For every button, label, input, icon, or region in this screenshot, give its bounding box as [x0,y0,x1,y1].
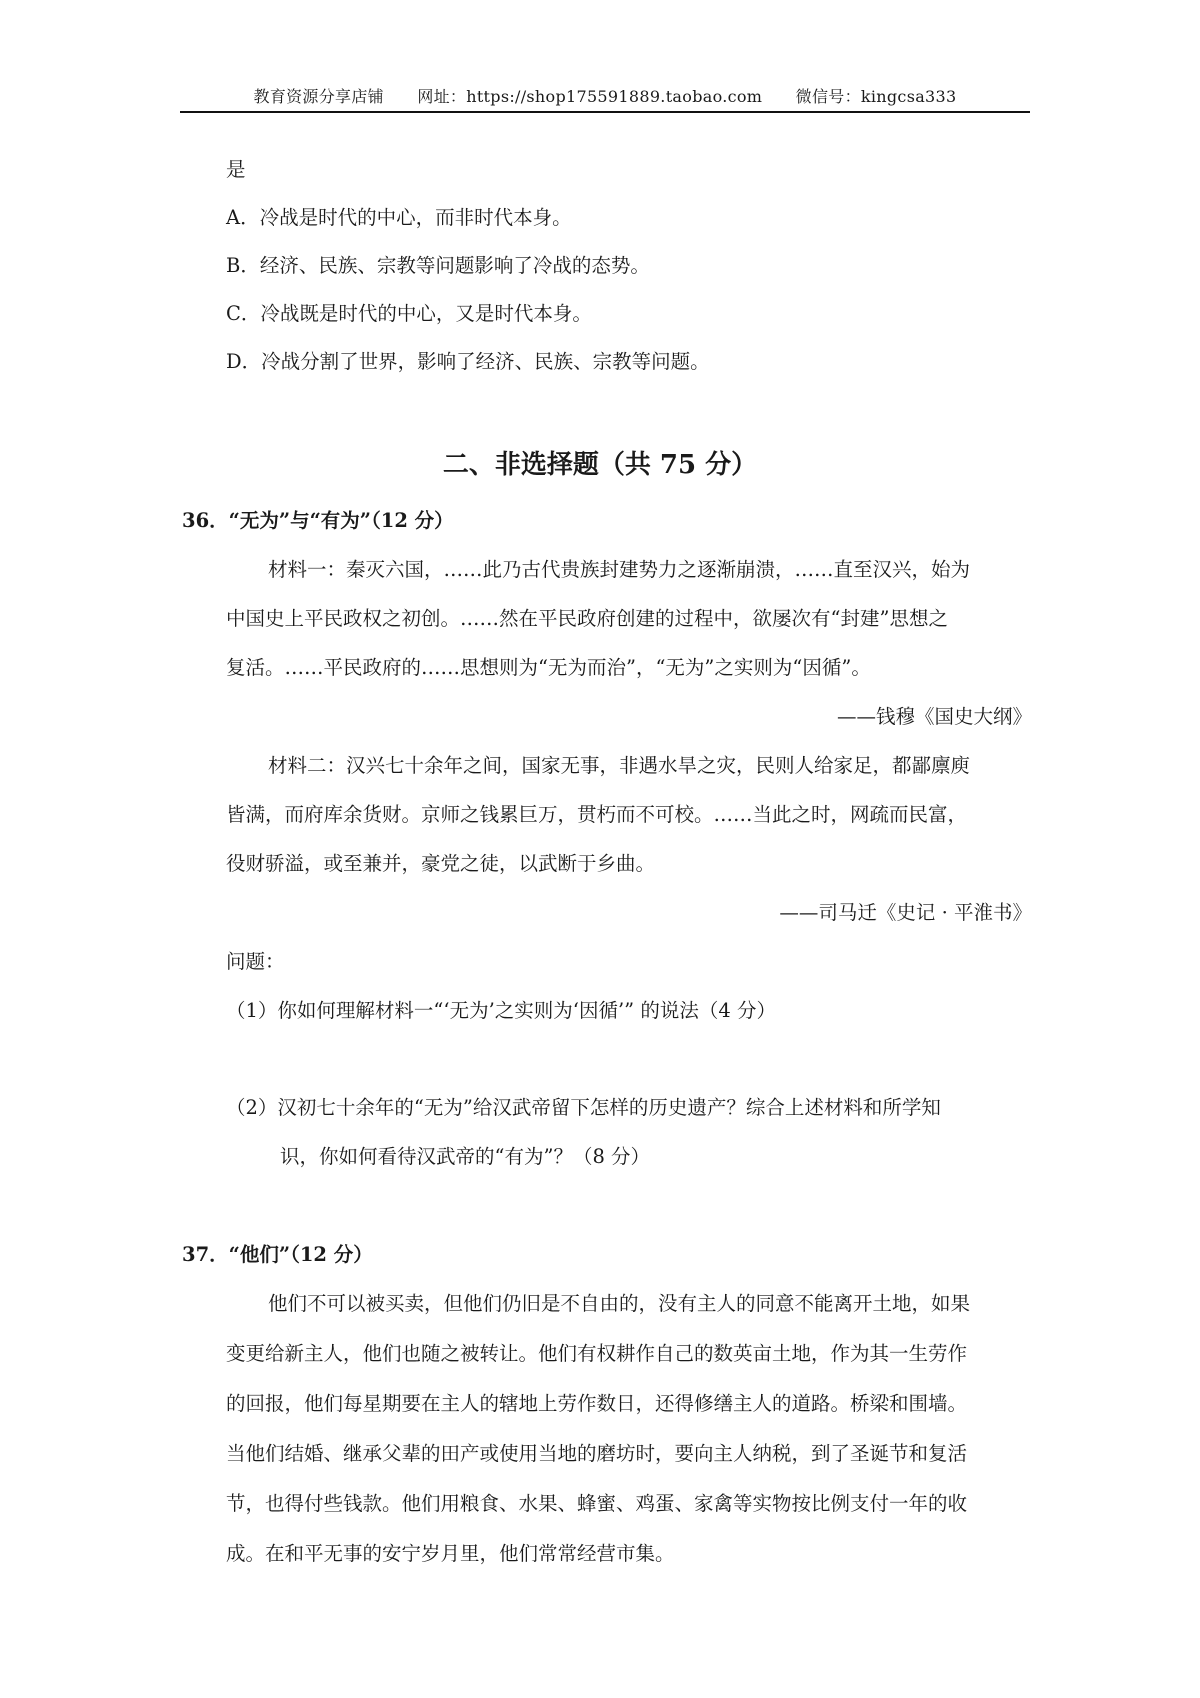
q36-material2-line: 材料二：汉兴七十余年之间，国家无事，非遇水旱之灾，民则人给家足，都鄙廪庾 [268,754,971,777]
q36-title: 36．“无为”与“有为”（12 分） [182,509,454,532]
header-wechat: 微信号：kingcsa333 [795,87,957,106]
q36-sub-question-2: （2）汉初七十余年的“无为”给汉武帝留下怎样的历史遗产？综合上述材料和所学知 [226,1096,941,1119]
header-divider [180,111,1030,113]
q36-question-label: 问题： [226,950,285,973]
q36-material2-line: 役财骄溢，或至兼并，豪党之徒，以武断于乡曲。 [226,852,656,875]
q36-material1-line: 材料一：秦灭六国，……此乃古代贵族封建势力之逐渐崩溃，……直至汉兴，始为 [268,558,971,581]
q36-material2-line: 皆满，而府库余货财。京师之钱累巨万，贯朽而不可校。……当此之时，网疏而民富， [226,803,968,826]
q37-text-line: 当他们结婚、继承父辈的田产或使用当地的磨坊时，要向主人纳税，到了圣诞节和复活 [226,1442,968,1465]
q37-text-line: 变更给新主人，他们也随之被转让。他们有权耕作自己的数英亩土地，作为其一生劳作 [226,1342,968,1365]
q37-text-line: 节，也得付些钱款。他们用粮食、水果、蜂蜜、鸡蛋、家禽等实物按比例支付一年的收 [226,1492,968,1515]
page-header [180,84,1030,107]
prev-question-tail: 是 [226,158,246,181]
q37-title: 37．“他们”（12 分） [182,1243,373,1266]
header-site: 网址：https://shop175591889.taobao.com [417,87,763,106]
option-a: A．冷战是时代的中心，而非时代本身。 [226,206,572,229]
q36-material1-line: 复活。……平民政府的……思想则为“无为而治”，“无为”之实则为“因循”。 [226,656,871,679]
q36-sub-question-2-cont: 识，你如何看待汉武帝的“有为”？（8 分） [280,1145,651,1168]
q36-source1: ——钱穆《国史大纲》 [836,705,1032,728]
q37-text-line: 的回报，他们每星期要在主人的辖地上劳作数日，还得修缮主人的道路。桥梁和围墙。 [226,1392,968,1415]
q37-text-line: 他们不可以被买卖，但他们仍旧是不自由的，没有主人的同意不能离开土地，如果 [268,1292,971,1315]
option-c: C．冷战既是时代的中心，又是时代本身。 [226,302,592,325]
q36-material1-line: 中国史上平民政权之初创。……然在平民政府创建的过程中，欲屡次有“封建”思想之 [226,607,948,630]
section-title: 二、非选择题（共 75 分） [442,450,758,480]
header-shop: 教育资源分享店铺 [253,87,384,106]
option-d: D．冷战分割了世界，影响了经济、民族、宗教等问题。 [226,350,710,373]
q36-source2: ——司马迁《史记 · 平淮书》 [779,901,1032,924]
option-b: B．经济、民族、宗教等问题影响了冷战的态势。 [226,254,650,277]
q36-sub-question-1: （1）你如何理解材料一“‘无为’之实则为‘因循’” 的说法（4 分） [226,999,776,1022]
q37-text-line: 成。在和平无事的安宁岁月里，他们常常经营市集。 [226,1542,675,1565]
